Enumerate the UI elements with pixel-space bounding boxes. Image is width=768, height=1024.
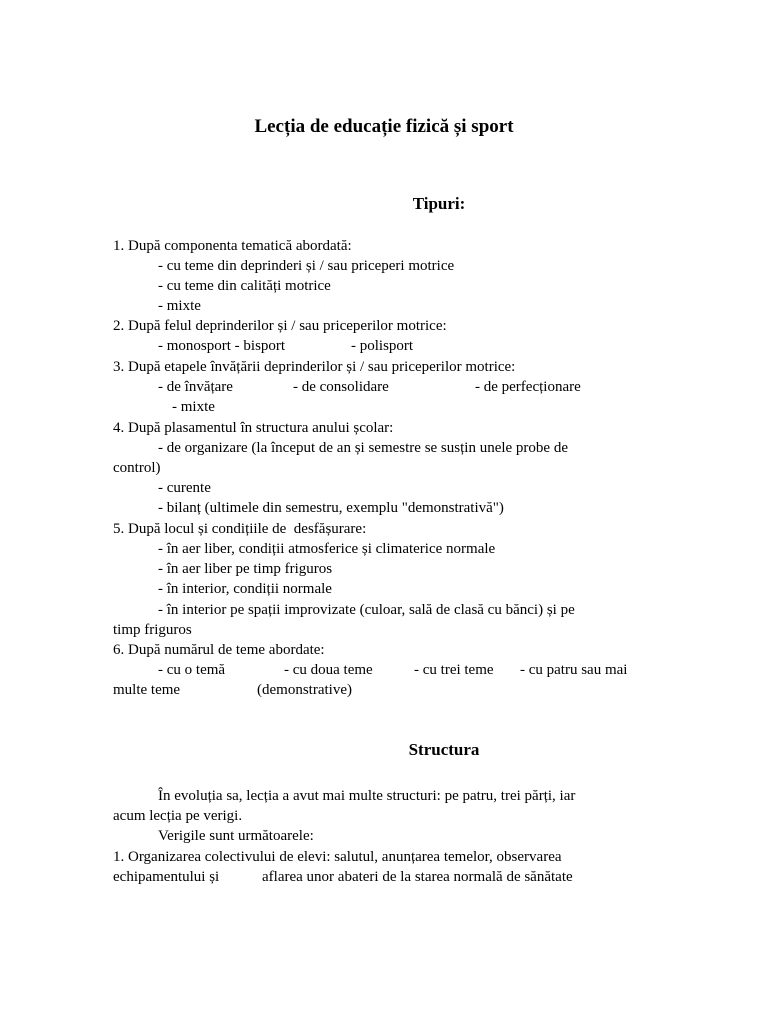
list-item-continued: aflarea unor abateri de la starea normală de sănătate xyxy=(262,869,573,885)
list-subitem: - cu teme din calități motrice xyxy=(158,278,331,294)
section-heading-tipuri: Tipuri: xyxy=(412,194,466,213)
list-subitem: - cu o temă xyxy=(158,662,226,678)
list-item: 6. După numărul de teme abordate: xyxy=(113,642,325,658)
list-item: 2. După felul deprinderilor și / sau priceperilor motrice: xyxy=(113,318,447,334)
list-subitem: - monosport - bisport xyxy=(158,338,286,354)
list-subitem: - în aer liber pe timp friguros xyxy=(158,561,333,577)
list-item: 5. După locul și condițiile de desfășurare: xyxy=(113,521,367,537)
list-subitem: - de consolidare xyxy=(293,379,389,395)
section-heading-structura: Structura xyxy=(408,740,480,759)
list-subitem: - polisport xyxy=(351,338,414,354)
list-subitem: - de învățare xyxy=(158,379,233,395)
list-subitem: - în interior pe spații improvizate (culoar, sală de clasă cu bănci) și pe xyxy=(158,602,575,618)
list-subitem-continued: timp friguros xyxy=(113,622,192,638)
list-subitem: - cu trei teme xyxy=(414,662,494,678)
list-subitem: - cu teme din deprinderi și / sau priceperi motrice xyxy=(158,258,455,274)
list-subitem: - cu patru sau mai xyxy=(520,662,628,678)
list-item: 4. După plasamentul în structura anului școlar: xyxy=(113,420,394,436)
list-subitem: - de perfecționare xyxy=(475,379,581,395)
list-subitem: - bilanț (ultimele din semestru, exemplu "demonstrativă") xyxy=(158,500,504,516)
list-subitem-note: (demonstrative) xyxy=(257,682,352,698)
list-subitem-continued: control) xyxy=(113,460,161,476)
paragraph-line: În evoluția sa, lecția a avut mai multe structuri: pe patru, trei părți, iar xyxy=(158,788,576,804)
list-item: 1. După componenta tematică abordată: xyxy=(113,238,352,254)
document-title: Lecția de educație fizică și sport xyxy=(254,116,514,137)
list-subitem: - de organizare (la început de an și semestre se susțin unele probe de xyxy=(158,440,568,456)
paragraph-line: acum lecția pe verigi. xyxy=(113,808,243,824)
list-subitem: - cu doua teme xyxy=(284,662,373,678)
list-subitem: - în interior, condiții normale xyxy=(158,581,332,597)
paragraph-line: Verigile sunt următoarele: xyxy=(158,828,314,844)
list-subitem-continued: multe teme xyxy=(113,682,181,698)
list-item-continued: echipamentului și xyxy=(113,869,220,885)
list-subitem: - în aer liber, condiții atmosferice și climaterice normale xyxy=(158,541,496,557)
list-subitem: - curente xyxy=(158,480,211,496)
list-subitem: - mixte xyxy=(158,298,201,314)
list-item: 3. După etapele învățării deprinderilor și / sau priceperilor motrice: xyxy=(113,359,516,375)
list-item: 1. Organizarea colectivului de elevi: salutul, anunțarea temelor, observarea xyxy=(113,849,562,865)
list-subitem: - mixte xyxy=(172,399,215,415)
